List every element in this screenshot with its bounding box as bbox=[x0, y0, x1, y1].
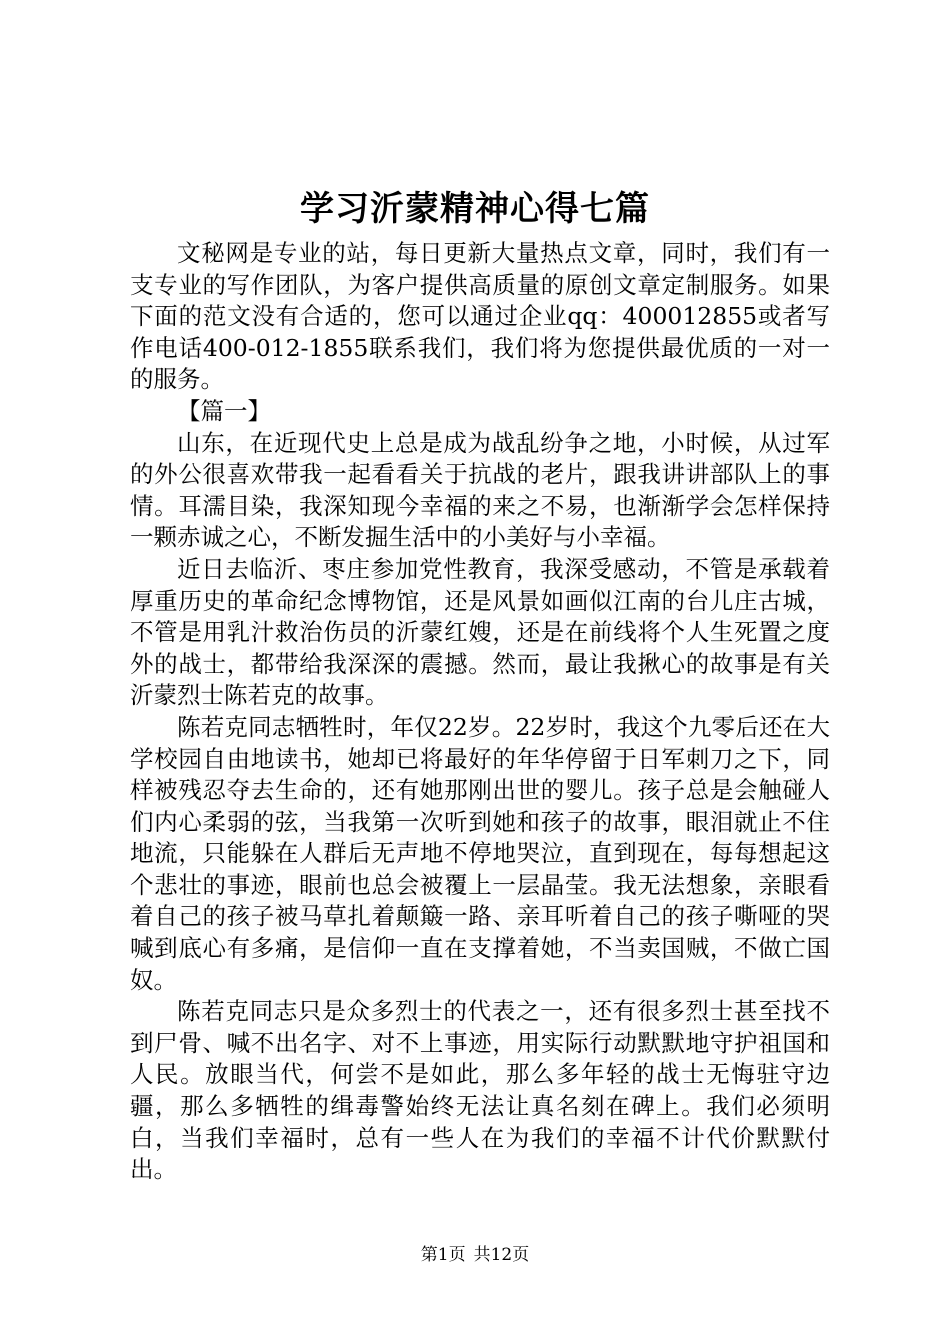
page-number: 第1页 bbox=[420, 1245, 466, 1265]
section-heading: 【篇一】 bbox=[177, 396, 271, 425]
body-paragraph: 陈若克同志只是众多烈士的代表之一，还有很多烈士甚至找不到尸骨、喊不出名字、对不上事迹，用实际行动默默地守护祖国和人民。放眼当代，何尝不是如此，那么多年轻的战士无悔驻守边疆，那么多牺牲的缉毒警始终无法让真名刻在碑上。我们必须明白，当我们幸福时，总有一些人在为我们的幸福不计代价默默付出。 bbox=[130, 997, 830, 1184]
page-total: 共12页 bbox=[473, 1245, 530, 1265]
body-paragraph: 陈若克同志牺牲时，年仅22岁。22岁时，我这个九零后还在大学校园自由地读书，她却已将最好的年华停留于日军刺刀之下，同样被残忍夺去生命的，还有她那刚出世的婴儿。孩子总是会触碰人们内心柔弱的弦，当我第一次听到她和孩子的故事，眼泪就止不住地流，只能躲在人群后无声地不停地哭泣，直到现在，每每想起这个悲壮的事迹，眼前也总会被覆上一层晶莹。我无法想象，亲眼看着自己的孩子被马草扎着颠簸一路、亲耳听着自己的孩子嘶哑的哭喊到底心有多痛，是信仰一直在支撑着她，不当卖国贼，不做亡国奴。 bbox=[130, 712, 830, 994]
body-paragraph: 近日去临沂、枣庄参加党性教育，我深受感动，不管是承载着厚重历史的革命纪念博物馆，还是风景如画似江南的台儿庄古城，不管是用乳汁救治伤员的沂蒙红嫂，还是在前线将个人生死置之度外的战士，都带给我深深的震撼。然而，最让我揪心的故事是有关沂蒙烈士陈若克的故事。 bbox=[130, 554, 830, 710]
intro-paragraph: 文秘网是专业的站，每日更新大量热点文章，同时，我们有一支专业的写作团队，为客户提供高质量的原创文章定制服务。如果下面的范文没有合适的，您可以通过企业qq：400012855或者写作电话400-012-1855联系我们，我们将为您提供最优质的一对一的服务。 bbox=[130, 239, 830, 394]
document-body bbox=[130, 238, 830, 1186]
page-footer bbox=[0, 1243, 950, 1267]
document-title: 学习沂蒙精神心得七篇 bbox=[300, 189, 650, 229]
body-paragraph: 山东，在近现代史上总是成为战乱纷争之地，小时候，从过军的外公很喜欢带我一起看看关于抗战的老片，跟我讲讲部队上的事情。耳濡目染，我深知现今幸福的来之不易，也渐渐学会怎样保持一颗赤诚之心，不断发掘生活中的小美好与小幸福。 bbox=[130, 428, 830, 552]
